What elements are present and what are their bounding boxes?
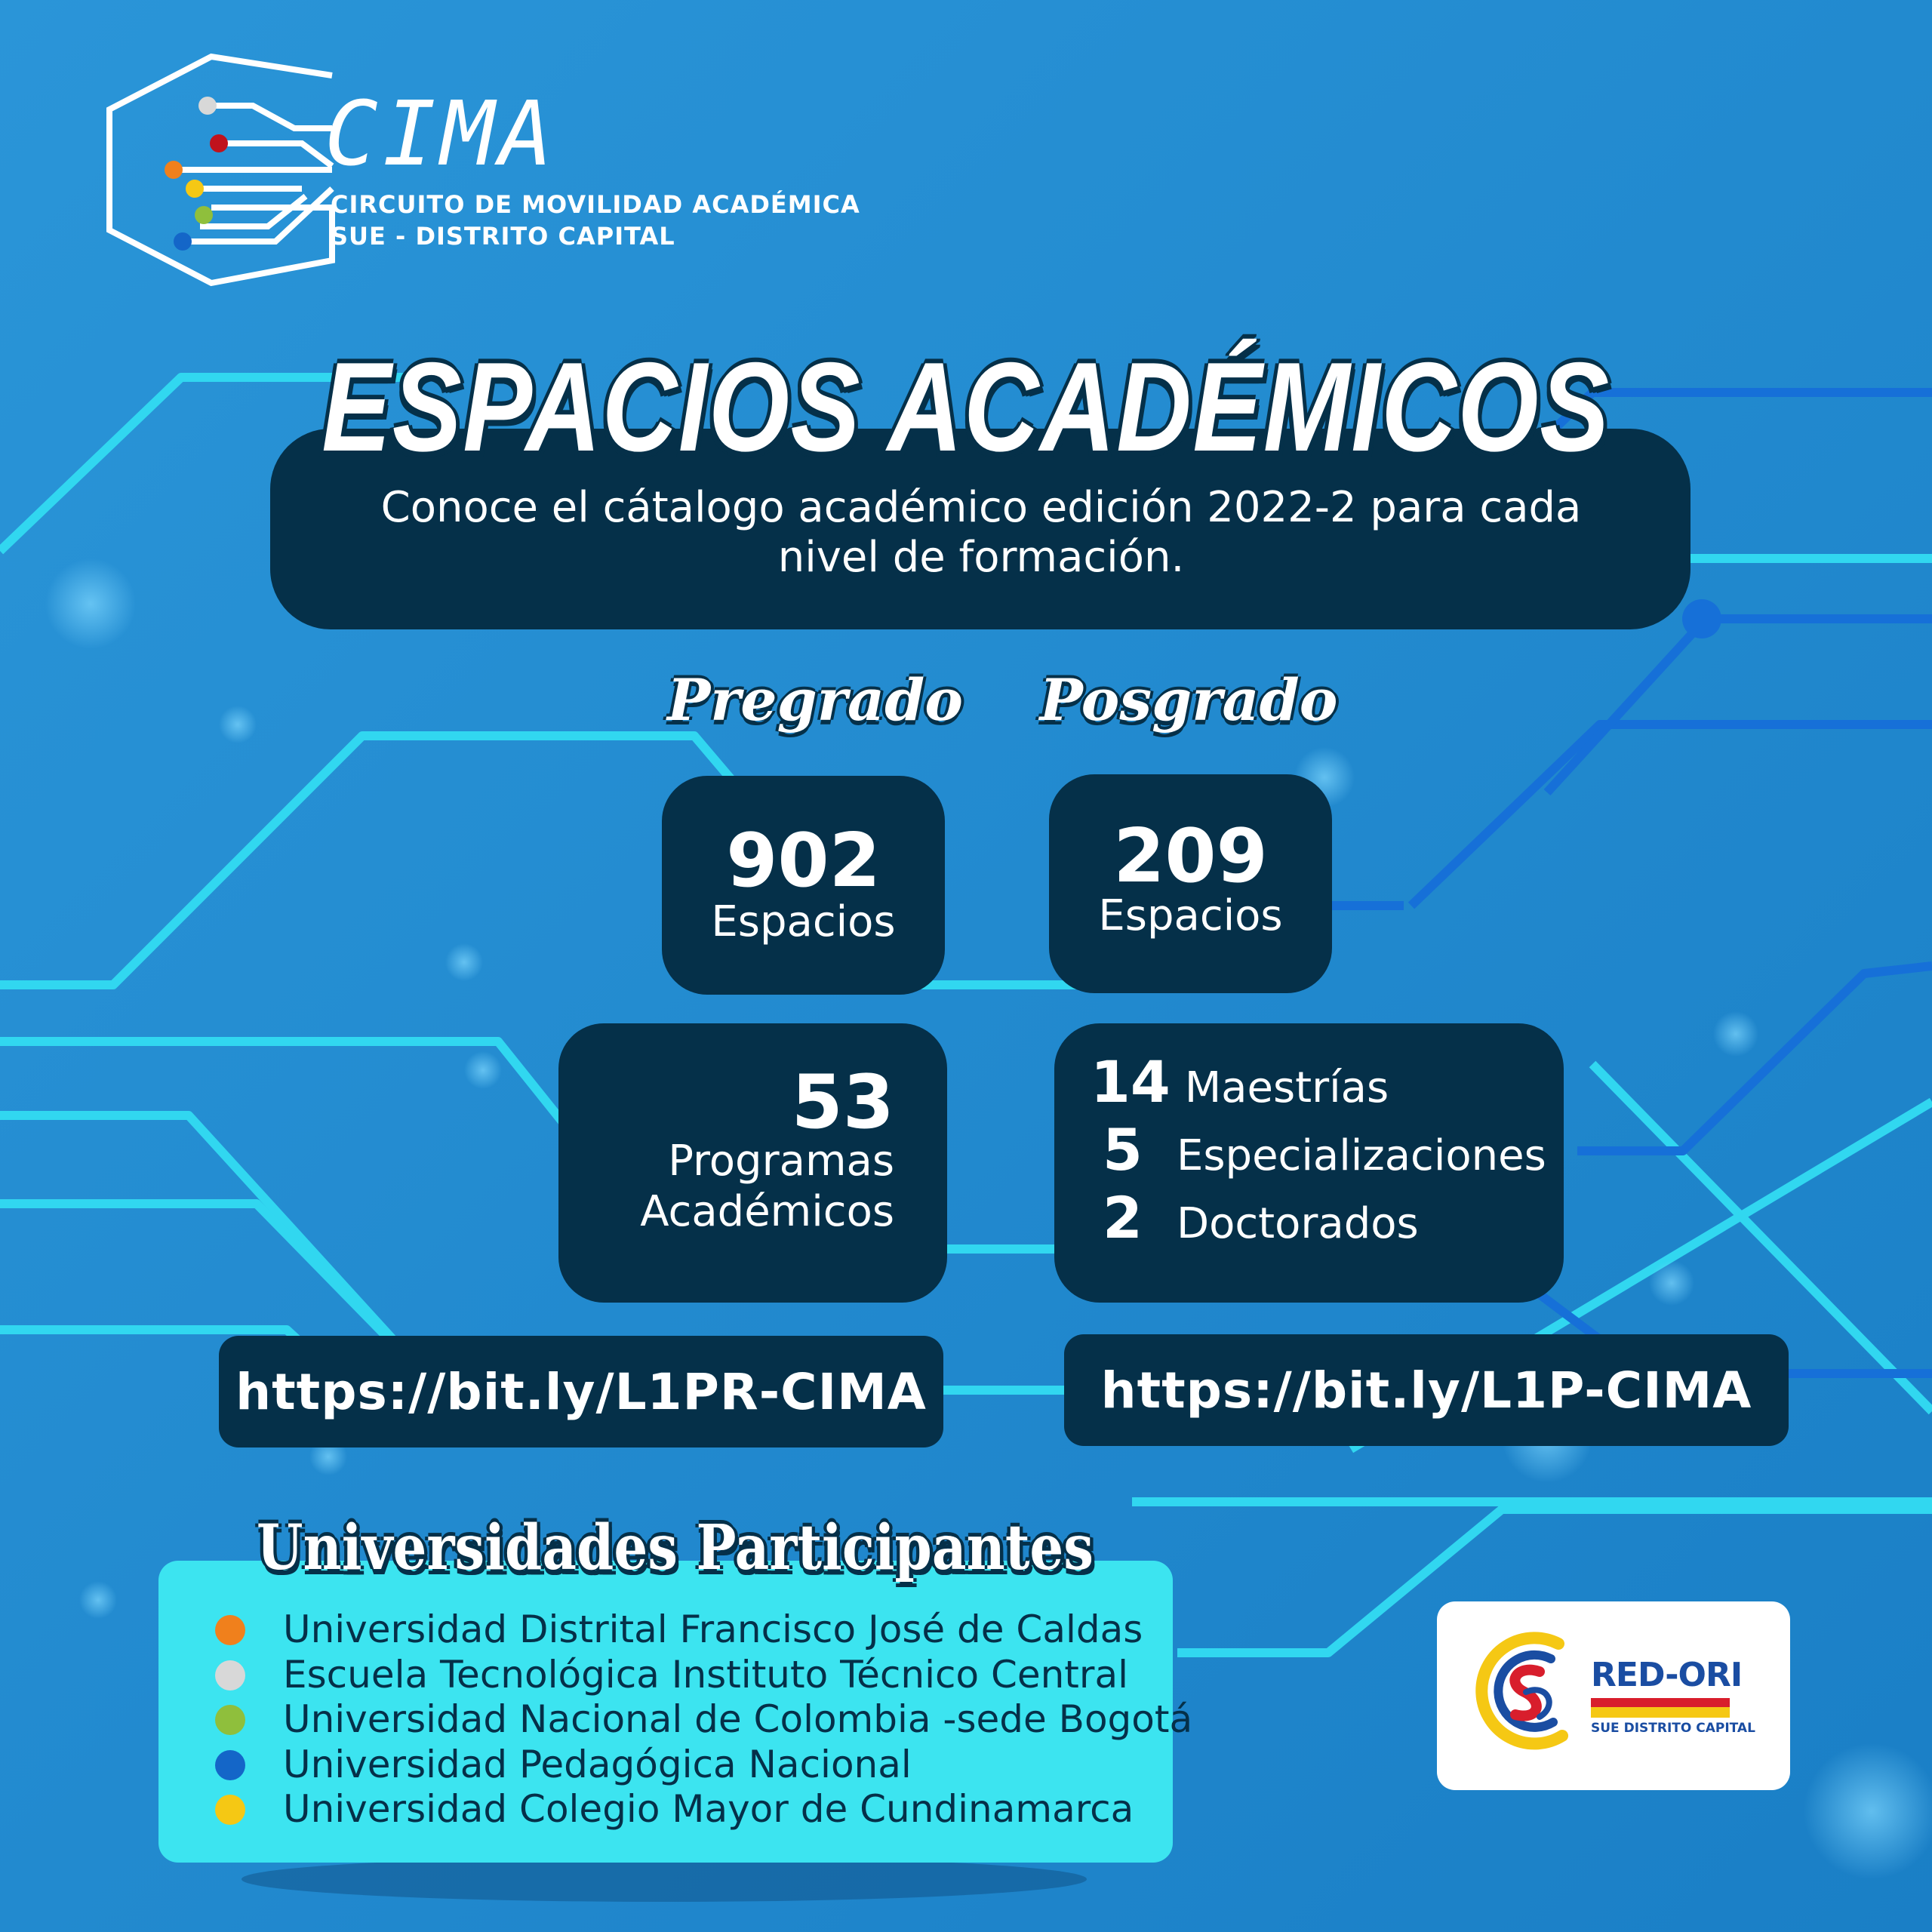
pregrado-link-box[interactable] <box>219 1336 943 1447</box>
logo-node-icon <box>210 134 228 152</box>
posgrado-link[interactable]: https://bit.ly/L1P-CIMA <box>1100 1361 1752 1420</box>
red-ori-red-bar <box>1591 1698 1730 1707</box>
universities-heading: Universidades Participantes <box>257 1512 1094 1584</box>
logo-node-icon <box>165 161 183 179</box>
logo-wordmark: CIMA <box>325 82 558 186</box>
posgrado-program-row <box>1103 1116 1546 1183</box>
program-count: 5 <box>1103 1116 1143 1183</box>
page-title: ESPACIOS ACADÉMICOS <box>321 336 1611 478</box>
pregrado-heading: Pregrado <box>667 666 963 734</box>
pregrado-programas-count: 53 <box>791 1060 894 1146</box>
posgrado-espacios-count: 209 <box>1113 814 1268 900</box>
posgrado-program-row <box>1091 1048 1389 1115</box>
posgrado-espacios-label: Espacios <box>1098 891 1283 940</box>
pregrado-espacios-card <box>662 776 945 995</box>
logo-node-icon <box>198 97 217 115</box>
logo-node-icon <box>195 206 213 224</box>
pregrado-link[interactable]: https://bit.ly/L1PR-CIMA <box>235 1363 927 1421</box>
university-name: Universidad Nacional de Colombia -sede Bogotá <box>283 1697 1193 1741</box>
program-count: 14 <box>1091 1048 1171 1115</box>
bullet-dot-icon <box>215 1615 245 1645</box>
logo-subtitle-line1: CIRCUITO DE MOVILIDAD ACADÉMICA <box>331 190 860 219</box>
page-subtitle: Conoce el cátalogo académico edición 2022-2 para cada nivel de formación. <box>380 483 1582 582</box>
posgrado-espacios-card <box>1049 774 1332 993</box>
bullet-dot-icon <box>215 1705 245 1735</box>
logo-subtitle-line2: SUE - DISTRITO CAPITAL <box>331 222 675 251</box>
logo-node-icon <box>186 180 204 198</box>
program-label: Doctorados <box>1176 1199 1419 1248</box>
pregrado-espacios-count: 902 <box>726 818 881 904</box>
logo-node-icon <box>174 232 192 251</box>
university-name: Universidad Distrital Francisco José de Caldas <box>283 1607 1143 1651</box>
university-name: Universidad Pedagógica Nacional <box>283 1743 912 1786</box>
pregrado-programas-card <box>558 1023 947 1303</box>
pregrado-programas-label-2: Académicos <box>640 1187 894 1236</box>
bullet-dot-icon <box>215 1750 245 1780</box>
program-count: 2 <box>1103 1184 1143 1251</box>
red-ori-subtitle: SUE DISTRITO CAPITAL <box>1591 1721 1755 1736</box>
posgrado-programas-card <box>1054 1023 1564 1303</box>
bullet-dot-icon <box>215 1795 245 1825</box>
pregrado-programas-label-1: Programas <box>668 1137 894 1186</box>
university-name: Escuela Tecnológica Instituto Técnico Central <box>283 1653 1128 1697</box>
red-ori-yellow-bar <box>1591 1707 1730 1718</box>
posgrado-program-row <box>1103 1184 1419 1251</box>
program-label: Especializaciones <box>1176 1131 1546 1180</box>
cima-logo-icon <box>106 53 362 287</box>
bullet-dot-icon <box>215 1660 245 1690</box>
red-ori-swirl-icon <box>1472 1623 1585 1766</box>
program-label: Maestrías <box>1184 1063 1389 1112</box>
red-ori-name: RED-ORI <box>1591 1656 1743 1694</box>
university-name: Universidad Colegio Mayor de Cundinamarca <box>283 1787 1134 1831</box>
posgrado-heading: Posgrado <box>1039 666 1338 734</box>
posgrado-link-box[interactable] <box>1064 1334 1789 1446</box>
pregrado-espacios-label: Espacios <box>711 897 896 946</box>
